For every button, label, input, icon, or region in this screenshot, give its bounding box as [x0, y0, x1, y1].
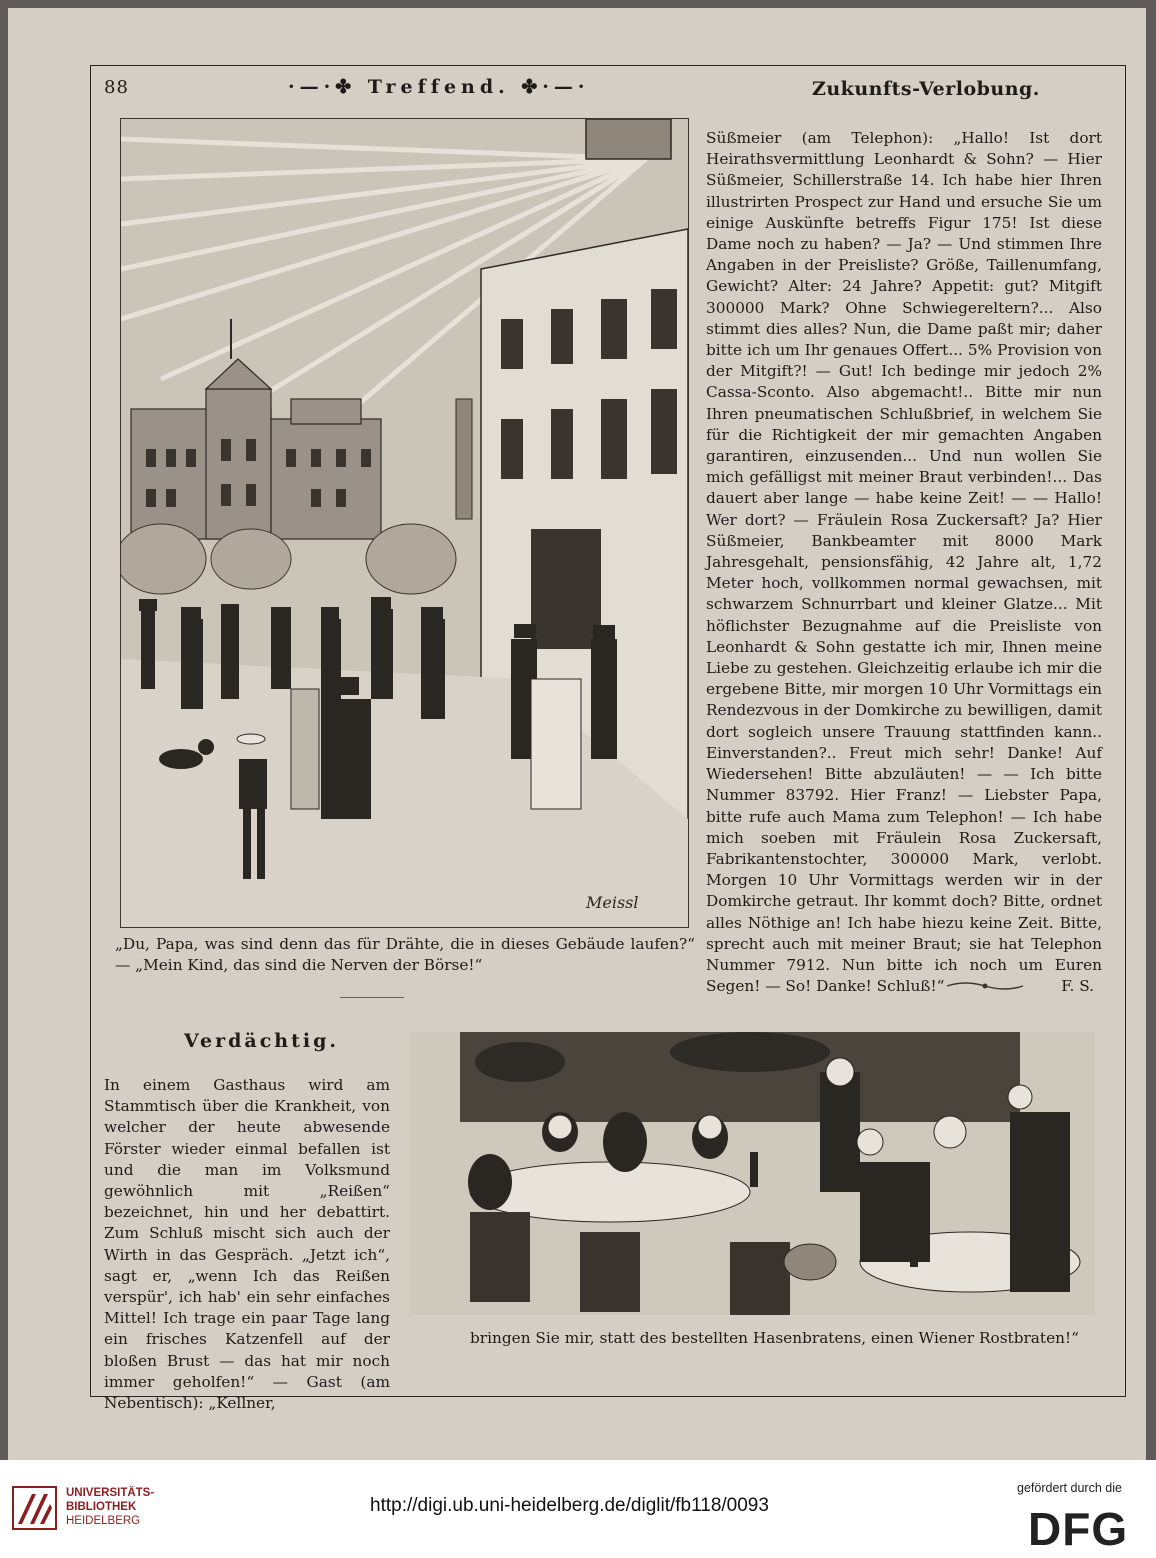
library-name: [66, 1486, 154, 1528]
university-library-logo-icon: [12, 1486, 57, 1530]
section-title-treffend: ·—·✤ Treffend. ✤·—·: [288, 76, 590, 98]
story-paragraph: Süßmeier (am Telephon): „Hallo! Ist dort Heirathsvermittlung Leonhardt & Sohn? — Hier Süßmeier, Schillerstraße 14. Ich habe hier Ihren illustrirten Prospect zur Hand und ersuche Sie um einige Auskünfte betreffs Figur 175! Ist diese Dame noch zu haben? — Ja? — Und stimmen Ihre Angaben in der Preisliste? Größe, Taillenumfang, Gewicht? Alter: 24 Jahre? Appetit: gut? Mitgift 300000 Mark? Ohne Schwiegereltern?... Also stimmt dies alles? Nun, die Dame paßt mir; daher bitte ich um Ihr genaues Offert... 5% Provision von der Mitgift?! — Gut! Ich bedinge mir jedoch 2% Cassa-Sconto. Also abgemacht!.. Bitte mir nun Ihren pneumatischen Schlußbrief, in welchem Sie für die Richtigkeit der mir gemachten Angaben garantiren, einzusenden... Und nun wollen Sie mich gefälligst mit meiner Braut verbinden!... Das dauert aber lange — habe keine Zeit! — — Hallo! Wer dort? — Fräulein Rosa Zuckersaft? Ja? Hier Süßmeier, Bankbeamter mit 8000 Mark Jahresgehalt, pensionsfähig, 42 Jahre alt, 1,72 Meter hoch, vollkommen normal gewachsen, mit schwarzem Schnurrbart und kleiner Glatze... Mit höflichster Bezugnahme auf die Preisliste von Leonhardt & Sohn gestatte ich mir, Ihnen meine Liebe zu gestehen. Gleichzeitig erlaube ich mir die ergebene Bitte, mir morgen 10 Uhr Vormittags ein Rendezvous in der Domkirche zu bewilligen, damit dort sogleich unsere Trauung stattfinden kann.. Einverstanden?.. Freut mich sehr! Danke! Auf Wiedersehen! Bitte abzuläuten! — — Ich bitte Nummer 83792. Hier Franz! — Liebster Papa, bitte rufe auch Mama zum Telephon! — Ich habe mich soeben mit Fräulein Rosa Zuckersaft, Fabrikantenstochter, 300000 Mark, verlobt. Morgen 10 Uhr Vormittags werden wir in der Domkirche getraut. Ihr kommt doch? Bitte, ordnet alles Nöthige an! Ich habe hiezu keine Zeit. Bitte, sprecht auch mit meiner Braut; sie hat Telephon Nummer 7912. Nun bitte ich noch um Euren Segen! — So! Danke! Schluß!“: [706, 129, 1102, 996]
ornament-icon: [945, 980, 1025, 996]
stock-exchange-drawing: [121, 119, 688, 927]
section-divider: [340, 997, 404, 998]
story-title: Zukunfts-Verlobung.: [812, 78, 1040, 100]
digitization-footer: [0, 1460, 1156, 1558]
artist-signature: Meissl: [586, 893, 639, 912]
source-url-link[interactable]: http://digi.ub.uni-heidelberg.de/diglit/fb118/0093: [370, 1495, 769, 1516]
tavern-illustration: [410, 1032, 1095, 1315]
page-number: 88: [104, 77, 129, 98]
story-body: [706, 128, 1102, 997]
library-line-3: HEIDELBERG: [66, 1515, 141, 1527]
stock-exchange-illustration: [120, 118, 689, 928]
verdaechtig-body: In einem Gasthaus wird am Stammtisch über die Krankheit, von welcher der heute abwesende Förster wieder einmal befallen ist und die man im Volksmund gewöhnlich mit „Reißen“ bezeichnet, hin und her debattirt. Zum Schluß mischt sich auch der Wirth in das Gespräch. „Jetzt ich“, sagt er, „wenn Ich das Reißen verspür', ich hab' ein sehr einfaches Mittel! Ich trage ein paar Tage lang ein frisches Katzenfell auf der bloßen Brust — das hat mir noch immer geholfen!“ — Gast (am Nebentisch): „Kellner,: [104, 1076, 390, 1413]
library-line-2: BIBLIOTHEK: [66, 1501, 137, 1513]
bottom-illustration-caption: bringen Sie mir, statt des bestellten Hasenbratens, einen Wiener Rostbraten!“: [470, 1329, 1079, 1347]
story-signature: F. S.: [1061, 977, 1094, 996]
tavern-drawing: [410, 1032, 1095, 1315]
library-line-1: UNIVERSITÄTS-: [66, 1487, 155, 1499]
verdaechtig-title: Verdächtig.: [184, 1030, 339, 1052]
dfg-logo: DFG: [1028, 1503, 1129, 1555]
funded-by-label: gefördert durch die: [1017, 1481, 1122, 1495]
top-illustration-caption: „Du, Papa, was sind denn das für Drähte, die in dieses Gebäude laufen?“ — „Mein Kind, das sind die Nerven der Börse!“: [115, 935, 695, 974]
